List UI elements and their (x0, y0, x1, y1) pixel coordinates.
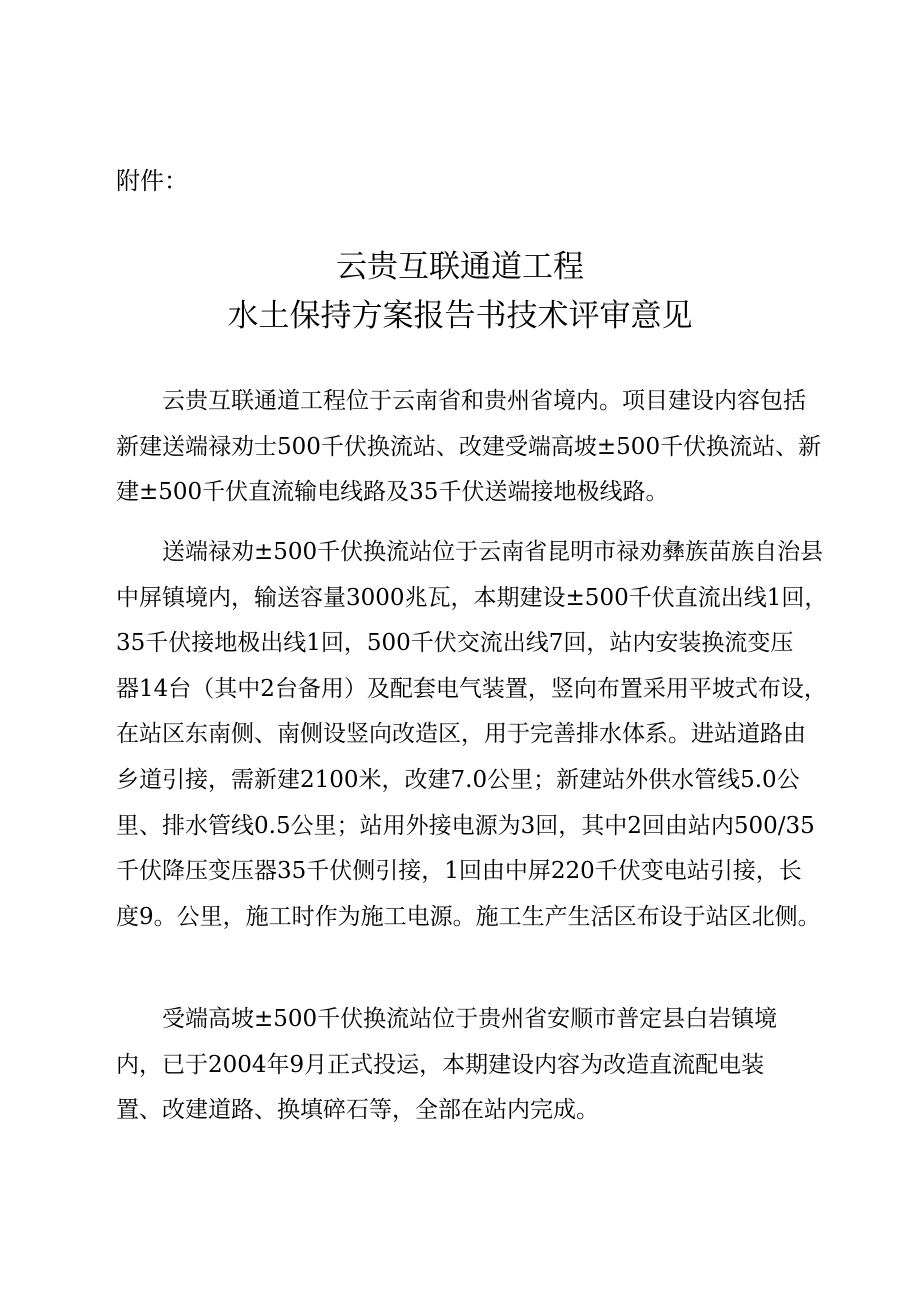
paragraph-line: 度9。公里，施工时作为施工电源。施工生产生活区布设于站区北侧。 (116, 903, 821, 930)
attachment-label: 附件： (116, 167, 188, 195)
paragraph-receiving-station (116, 997, 821, 1134)
document-title-line-1: 云贵互联通道工程 (336, 249, 584, 285)
paragraph-line: 里、排水管线0.5公里；站用外接电源为3回，其中2回由站内500/35 (116, 812, 815, 839)
paragraph-line: 内，已于2004年9月正式投运，本期建设内容为改造直流配电装 (116, 1051, 765, 1078)
paragraph-line: 受端高坡±500千伏换流站位于贵州省安顺市普定县白岩镇境 (116, 1006, 778, 1032)
paragraph-line: 中屏镇境内，输送容量3000兆瓦，本期建设±500千伏直流出线1回， (116, 584, 828, 611)
paragraph-line: 器14台（其中2台备用）及配套电气装置，竖向布置采用平坡式布设， (116, 675, 827, 702)
paragraph-line: 送端禄劝±500千伏换流站位于云南省昆明市禄劝彝族苗族自治县 (116, 539, 824, 565)
paragraph-line: 置、改建道路、换填碎石等，全部在站内完成。 (116, 1097, 599, 1124)
paragraph-line: 乡道引接，需新建2100米，改建7.0公里；新建站外供水管线5.0公 (116, 766, 800, 793)
paragraph-line: 千伏降压变压器35千伏侧引接，1回由中屏220千伏变电站引接，长 (116, 858, 802, 885)
paragraph-line: 建±500千伏直流输电线路及35千伏送端接地极线路。 (116, 479, 669, 506)
paragraph-project-overview (116, 379, 821, 516)
paragraph-line: 新建送端禄劝士500千伏换流站、改建受端高坡±500千伏换流站、新 (116, 433, 822, 460)
document-title-line-2: 水土保持方案报告书技术评审意见 (227, 298, 693, 334)
paragraph-line: 在站区东南侧、南侧设竖向改造区，用于完善排水体系。进站道路由 (116, 721, 806, 748)
paragraph-line: 35千伏接地极出线1回，500千伏交流出线7回，站内安装换流变压 (116, 630, 794, 657)
paragraph-sending-station (116, 530, 828, 940)
paragraph-line: 云贵互联通道工程位于云南省和贵州省境内。项目建设内容包括 (116, 388, 806, 414)
